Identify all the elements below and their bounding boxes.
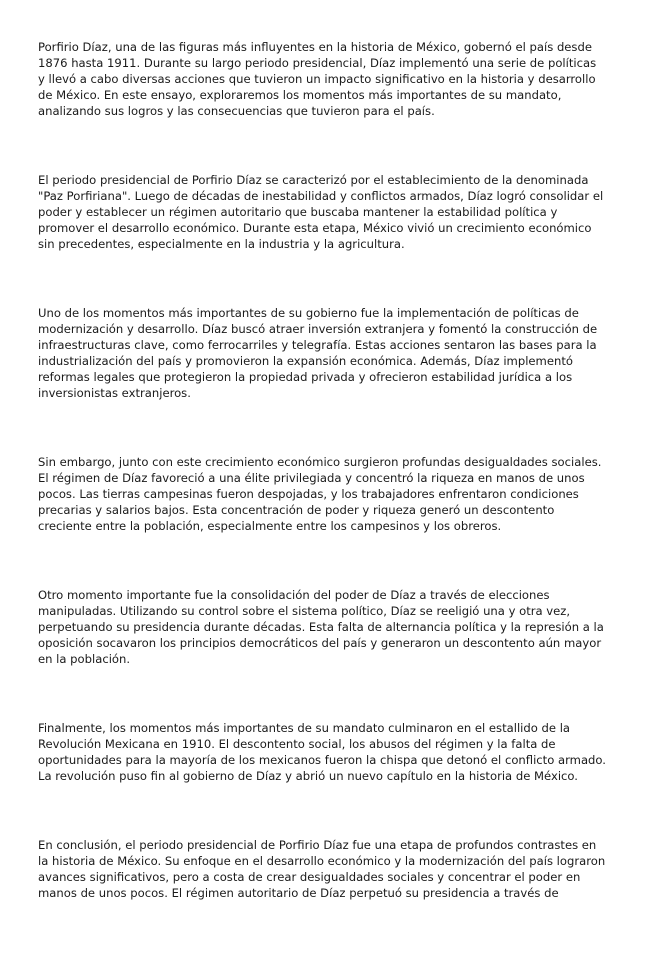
text-line: pocos. Las tierras campesinas fueron despojadas, y los trabajadores enfrentaron condiciones [38, 487, 579, 501]
text-line: avances significativos, pero a costa de crear desigualdades sociales y concentrar el poder en [38, 870, 581, 884]
paragraph-revolucion [38, 720, 623, 784]
text-line: precarias y salarios bajos. Esta concentración de poder y riqueza generó un descontento [38, 503, 555, 517]
text-line: Revolución Mexicana en 1910. El descontento social, los abusos del régimen y la falta de [38, 737, 556, 751]
text-line: Sin embargo, junto con este crecimiento económico surgieron profundas desigualdades sociales. [38, 455, 602, 469]
text-line: creciente entre la población, especialmente entre los campesinos y los obreros. [38, 519, 502, 533]
document-page [38, 39, 623, 954]
text-line: reformas legales que protegieron la propiedad privada y ofrecieron estabilidad jurídica a los [38, 370, 573, 384]
text-line: "Paz Porfiriana". Luego de décadas de inestabilidad y conflictos armados, Díaz logró consolidar el [38, 189, 604, 203]
text-line: industrialización del país y promovieron la expansión económica. Además, Díaz implementó [38, 354, 573, 368]
paragraph-conclusion [38, 837, 623, 901]
text-line: de México. En este ensayo, exploraremos los momentos más importantes de su mandato, [38, 88, 562, 102]
text-line: Uno de los momentos más importantes de su gobierno fue la implementación de políticas de [38, 306, 579, 320]
text-line: oportunidades para la mayoría de los mexicanos fueron la chispa que detonó el conflicto armado. [38, 753, 606, 767]
text-line: En conclusión, el periodo presidencial de Porfirio Díaz fue una etapa de profundos contrastes en [38, 838, 597, 852]
text-line: analizando sus logros y las consecuencias que tuvieron para el país. [38, 104, 435, 118]
text-line: Finalmente, los momentos más importantes de su mandato culminaron en el estallido de la [38, 721, 571, 735]
text-line: modernización y desarrollo. Díaz buscó atraer inversión extranjera y fomentó la construcción de [38, 322, 598, 336]
text-line: y llevó a cabo diversas acciones que tuvieron un impacto significativo en la historia y desarrollo [38, 72, 596, 86]
text-line: La revolución puso fin al gobierno de Díaz y abrió un nuevo capítulo en la historia de México. [38, 769, 578, 783]
text-line: en la población. [38, 652, 131, 666]
paragraph-elecciones [38, 587, 623, 667]
paragraph-intro [38, 39, 623, 119]
text-line: poder y establecer un régimen autoritario que buscaba mantener la estabilidad política y [38, 205, 558, 219]
text-line: El régimen de Díaz favoreció a una élite privilegiada y concentró la riqueza en manos de unos [38, 471, 585, 485]
text-line: la historia de México. Su enfoque en el desarrollo económico y la modernización del país lograron [38, 854, 606, 868]
text-line: promover el desarrollo económico. Durante esta etapa, México vivió un crecimiento económico [38, 221, 592, 235]
paragraph-modernizacion [38, 305, 623, 401]
text-line: 1876 hasta 1911. Durante su largo periodo presidencial, Díaz implementó una serie de políticas [38, 56, 597, 70]
text-line: sin precedentes, especialmente en la industria y la agricultura. [38, 237, 405, 251]
text-line: infraestructuras clave, como ferrocarriles y telegrafía. Estas acciones sentaron las bases para la [38, 338, 597, 352]
text-line: oposición socavaron los principios democráticos del país y generaron un descontento aún mayor [38, 636, 602, 650]
text-line: Porfirio Díaz, una de las figuras más influyentes en la historia de México, gobernó el país desde [38, 40, 592, 54]
text-line: perpetuando su presidencia durante décadas. Esta falta de alternancia política y la represión a la [38, 620, 604, 634]
text-line: manos de unos pocos. El régimen autoritario de Díaz perpetuó su presidencia a través de [38, 886, 559, 900]
text-line: El periodo presidencial de Porfirio Díaz se caracterizó por el establecimiento de la denominada [38, 173, 589, 187]
text-line: manipuladas. Utilizando su control sobre el sistema político, Díaz se reeligió una y otra vez, [38, 604, 571, 618]
text-line: Otro momento importante fue la consolidación del poder de Díaz a través de elecciones [38, 588, 550, 602]
text-line: inversionistas extranjeros. [38, 386, 191, 400]
paragraph-paz-porfiriana [38, 172, 623, 252]
paragraph-desigualdades [38, 454, 623, 534]
